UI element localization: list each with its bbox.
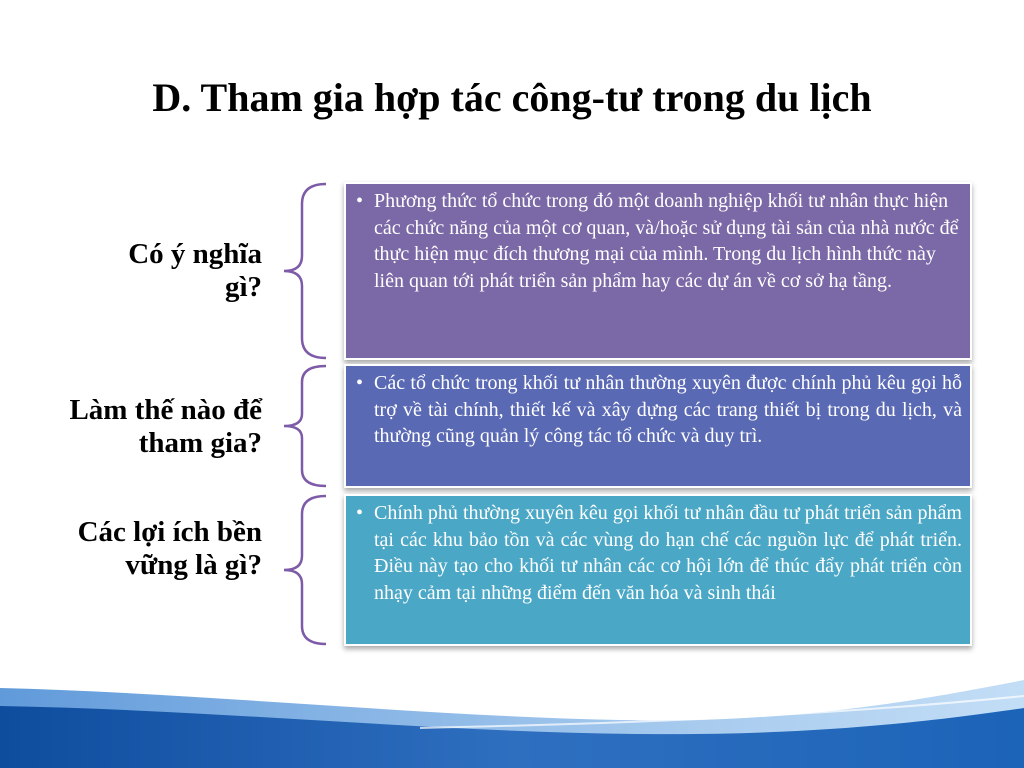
- bullet-icon: •: [356, 502, 364, 524]
- answer-text: Các tổ chức trong khối tư nhân thường xuyên được chính phủ kêu gọi hỗ trợ về tài chính, thiết kế và xây dựng các trang thiết bị trong du lịch, và thường cũng quản lý công tác tổ chức và duy trì.: [374, 372, 962, 447]
- footer-wave-decoration: [0, 658, 1024, 768]
- bullet-icon: •: [356, 372, 364, 394]
- curly-brace-icon: [278, 494, 330, 646]
- answer-box-meaning: [344, 182, 972, 360]
- answer-box-how: [344, 364, 972, 488]
- answer-text: Chính phủ thường xuyên kêu gọi khối tư nhân đầu tư phát triển sản phẩm tại các khu bảo tồn và các vùng do hạn chế các nguồn lực để phát triển. Điều này tạo cho khối tư nhân các cơ hội lớn để thúc đẩy phát triển còn nhạy cảm tại những điểm đến văn hóa và sinh thái: [374, 502, 962, 604]
- row-label-benefits: Các lợi ích bền vững là gì?: [77, 516, 262, 581]
- bullet-icon: •: [356, 190, 364, 212]
- row-label-meaning: Có ý nghĩa gì?: [128, 238, 262, 303]
- row-label-how: Làm thế nào để tham gia?: [69, 394, 262, 459]
- curly-brace-icon: [278, 364, 330, 488]
- curly-brace-icon: [278, 182, 330, 360]
- answer-text: Phương thức tổ chức trong đó một doanh nghiệp khối tư nhân thực hiện các chức năng của một cơ quan, và/hoặc sử dụng tài sản của nhà nước để thực hiện mục đích thương mại của mình. Trong du lịch hình thức này liên quan tới phát triển sản phẩm hay các dự án về cơ sở hạ tầng.: [374, 190, 959, 292]
- answer-box-benefits: [344, 494, 972, 646]
- slide-title: D. Tham gia hợp tác công-tư trong du lịch: [152, 75, 872, 120]
